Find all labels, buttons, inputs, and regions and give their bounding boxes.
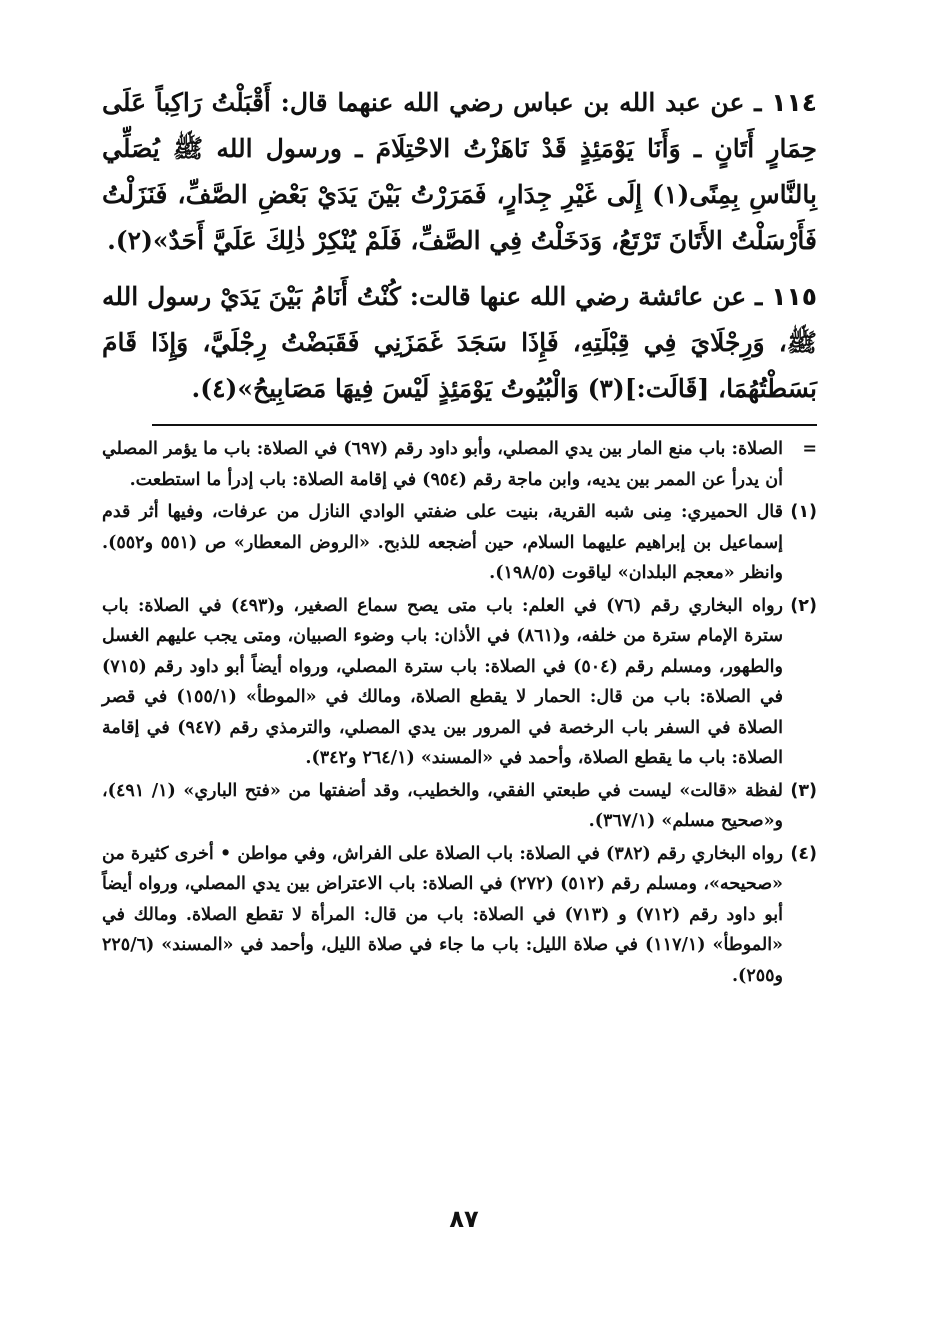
footnote-marker: (٢)	[790, 595, 817, 616]
footnote-text: لفظة «قالت» ليست في طبعتي الفقي، والخطيب، وقد أضفتها من «فتح الباري» (١/ ٤٩١)، و«صحيح مسلم» (٣٦٧/١).	[102, 780, 784, 831]
footnote-text: قال الحميري: مِنى شبه القرية، بنيت على ضفتي الوادي النازل من عرفات، وفيها أثر قدم إسماعيل بن إبراهيم عليهما السلام، حين أضجعه للذبح. «الروض المعطار» ص (٥٥١ و٥٥٢). وانظر «معجم البلدان» لياقوت (١٩٨/٥).	[102, 502, 783, 583]
footnote-text: رواه البخاري رقم (٧٦) في العلم: باب متى يصح سماع الصغير، و(٤٩٣) في الصلاة: باب سترة الإمام سترة من خلفه، و(٨٦١) في الأذان: باب وضوء الصبيان، ومتى يجب عليهم الغسل والطهور، ومسلم رقم (٥٠٤) في الصلاة: باب سترة المصلي، ورواه أيضاً أبو داود رقم (٧١٥) في الصلاة: باب من قال: الحمار لا يقطع الصلاة، ومالك في «الموطأ» (١٥٥/١) في قصر الصلاة في السفر باب الرخصة في المرور بين يدي المصلي، والترمذي رقم (٩٤٧) في إقامة الصلاة: باب ما يقطع الصلاة، وأحمد في «المسند» (٢٦٤/١ و٣٤٢).	[102, 595, 784, 768]
footnote-text: الصلاة: باب منع المار بين يدي المصلي، وأبو داود رقم (٦٩٧) في الصلاة: باب ما يؤمر المصلي أن يدرأ عن الممر بين يديه، وابن ماجة رقم (٩٥٤) في إقامة الصلاة: باب إدرأ ما استطعت.	[102, 439, 783, 490]
footnote-text: رواه البخاري رقم (٣٨٢) في الصلاة: باب الصلاة على الفراش، وفي مواطن • أخرى كثيرة من «صحيحه»، ومسلم رقم (٥١٢) (٢٧٢) في الصلاة: باب الاعتراض بين يدي المصلي، ورواه أيضاً أبو داود رقم (٧١٢) و (٧١٣) في الصلاة: باب من قال: المرأة لا تقطع الصلاة. ومالك في «الموطأ» (١١٧/١) في صلاة الليل: باب ما جاء في صلاة الليل، وأحمد في «المسند» (٢٢٥/٦ و٢٥٥).	[102, 843, 783, 986]
footnotes	[102, 434, 817, 991]
hadith-number: ١١٤	[771, 88, 817, 117]
footnote-1	[102, 497, 817, 589]
footnote-3	[102, 776, 817, 837]
footnote-4	[102, 839, 817, 992]
hadith-114	[102, 80, 817, 264]
hadith-115	[102, 274, 817, 412]
hadith-number: ١١٥	[771, 282, 817, 311]
footnote-marker: =	[802, 439, 817, 459]
footnote-marker: (٤)	[790, 843, 817, 864]
page-number: ٨٧	[449, 1205, 479, 1233]
footnote-marker: (١)	[790, 502, 817, 522]
footnote-divider	[152, 424, 817, 426]
hadith-text: ـ عن عائشة رضي الله عنها قالت: كُنْتُ أَنَامُ بَيْنَ يَدَيْ رسول الله ﷺ، وَرِجْلَايَ فِي قِبْلَتِهِ، فَإِذَا سَجَدَ غَمَزَنِي فَقَبَضْتُ رِجْلَيَّ، وَإِذَا قَامَ بَسَطْتُهُمَا، [قَالَت:](٣) وَالْبُيُوتُ يَوْمَئِذٍ لَيْسَ فِيهَا مَصَابِيحُ»(٤).	[102, 282, 817, 403]
footnote-continuation	[102, 434, 817, 495]
page-content	[102, 80, 817, 993]
footnote-marker: (٣)	[790, 780, 818, 801]
hadith-text: ـ عن عبد الله بن عباس رضي الله عنهما قال: أَقْبَلْتُ رَاكِباً عَلَى حِمَارٍ أَتَانٍ ـ وَأَنَا يَوْمَئِذٍ قَدْ نَاهَزْتُ الاحْتِلَامَ ـ ورسول الله ﷺ يُصَلِّي بِالنَّاسِ بِمِنًى(١) إِلَى غَيْرِ جِدَارٍ، فَمَرَرْتُ بَيْنَ يَدَيْ بَعْضِ الصَّفِّ، فَنَزَلْتُ فَأَرْسَلْتُ الأَتَانَ تَرْتَعُ، وَدَخَلْتُ فِي الصَّفِّ، فَلَمْ يُنْكِرْ ذٰلِكَ عَلَيَّ أَحَدٌ»(٢).	[102, 88, 817, 255]
footnote-2	[102, 591, 817, 774]
